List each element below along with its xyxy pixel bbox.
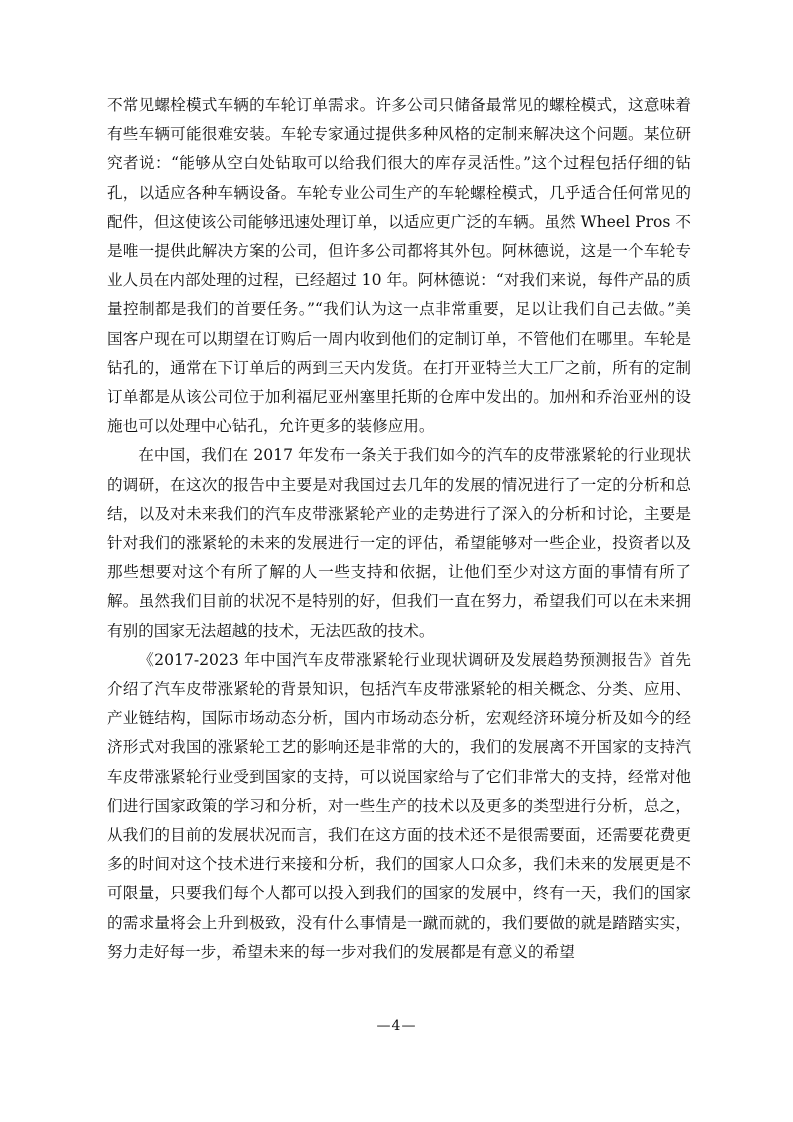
document-page — [107, 91, 691, 967]
body-paragraph-2: 在中国，我们在 2017 年发布一条关于我们如今的汽车的皮带涨紧轮的行业现状的调研，在这次的报告中主要是对我国过去几年的发展的情况进行了一定的分析和总结，以及对未来我们的汽车皮带涨紧轮产业的走势进行了深入的分析和讨论，主要是针对我们的涨紧轮的未来的发展进行一定的评估，希望能够对一些企业，投资者以及那些想要对这个有所了解的人一些支持和依据，让他们至少对这方面的事情有所了解。虽然我们目前的状况不是特别的好，但我们一直在努力，希望我们可以在未来拥有别的国家无法超越的技术，无法匹敌的技术。 — [107, 446, 691, 640]
body-paragraph-3: 《2017-2023 年中国汽车皮带涨紧轮行业现状调研及发展趋势预测报告》首先介绍了汽车皮带涨紧轮的背景知识，包括汽车皮带涨紧轮的相关概念、分类、应用、产业链结构，国际市场动态分析，国内市场动态分析，宏观经济环境分析及如今的经济形式对我国的涨紧轮工艺的影响还是非常的大的，我们的发展离不开国家的支持汽车皮带涨紧轮行业受到国家的支持，可以说国家给与了它们非常大的支持，经常对他们进行国家政策的学习和分析，对一些生产的技术以及更多的类型进行分析，总之，从我们的目前的发展状况而言，我们在这方面的技术还不是很需要面，还需要花费更多的时间对这个技术进行来接和分析，我们的国家人口众多，我们未来的发展更是不可限量，只要我们每个人都可以投入到我们的国家的发展中，终有一天，我们的国家的需求量将会上升到极致，没有什么事情是一蹴而就的，我们要做的就是踏踏实实，努力走好每一步，希望未来的每一步对我们的发展都是有意义的希望 — [107, 650, 691, 961]
body-paragraph-1: 不常见螺栓模式车辆的车轮订单需求。许多公司只储备最常见的螺栓模式，这意味着有些车辆可能很难安装。车轮专家通过提供多种风格的定制来解决这个问题。某位研究者说：“能够从空白处钻取可以给我们很大的库存灵活性。”这个过程包括仔细的钻孔，以适应各种车辆设备。车轮专业公司生产的车轮螺栓模式，几乎适合任何常见的配件，但这使该公司能够迅速处理订单，以适应更广泛的车辆。虽然 Wheel Pros 不是唯一提供此解决方案的公司，但许多公司都将其外包。阿林德说，这是一个车轮专业人员在内部处理的过程，已经超过 10 年。阿林德说：“对我们来说，每件产品的质量控制都是我们的首要任务。”“我们认为这一点非常重要，足以让我们自己去做。”美国客户现在可以期望在订购后一周内收到他们的定制订单，不管他们在哪里。车轮是钻孔的，通常在下订单后的两到三天内发货。在打开亚特兰大工厂之前，所有的定制订单都是从该公司位于加利福尼亚州塞里托斯的仓库中发出的。加州和乔治亚州的设施也可以处理中心钻孔，允许更多的装修应用。 — [107, 96, 691, 436]
page-number: —4— — [376, 1018, 417, 1034]
